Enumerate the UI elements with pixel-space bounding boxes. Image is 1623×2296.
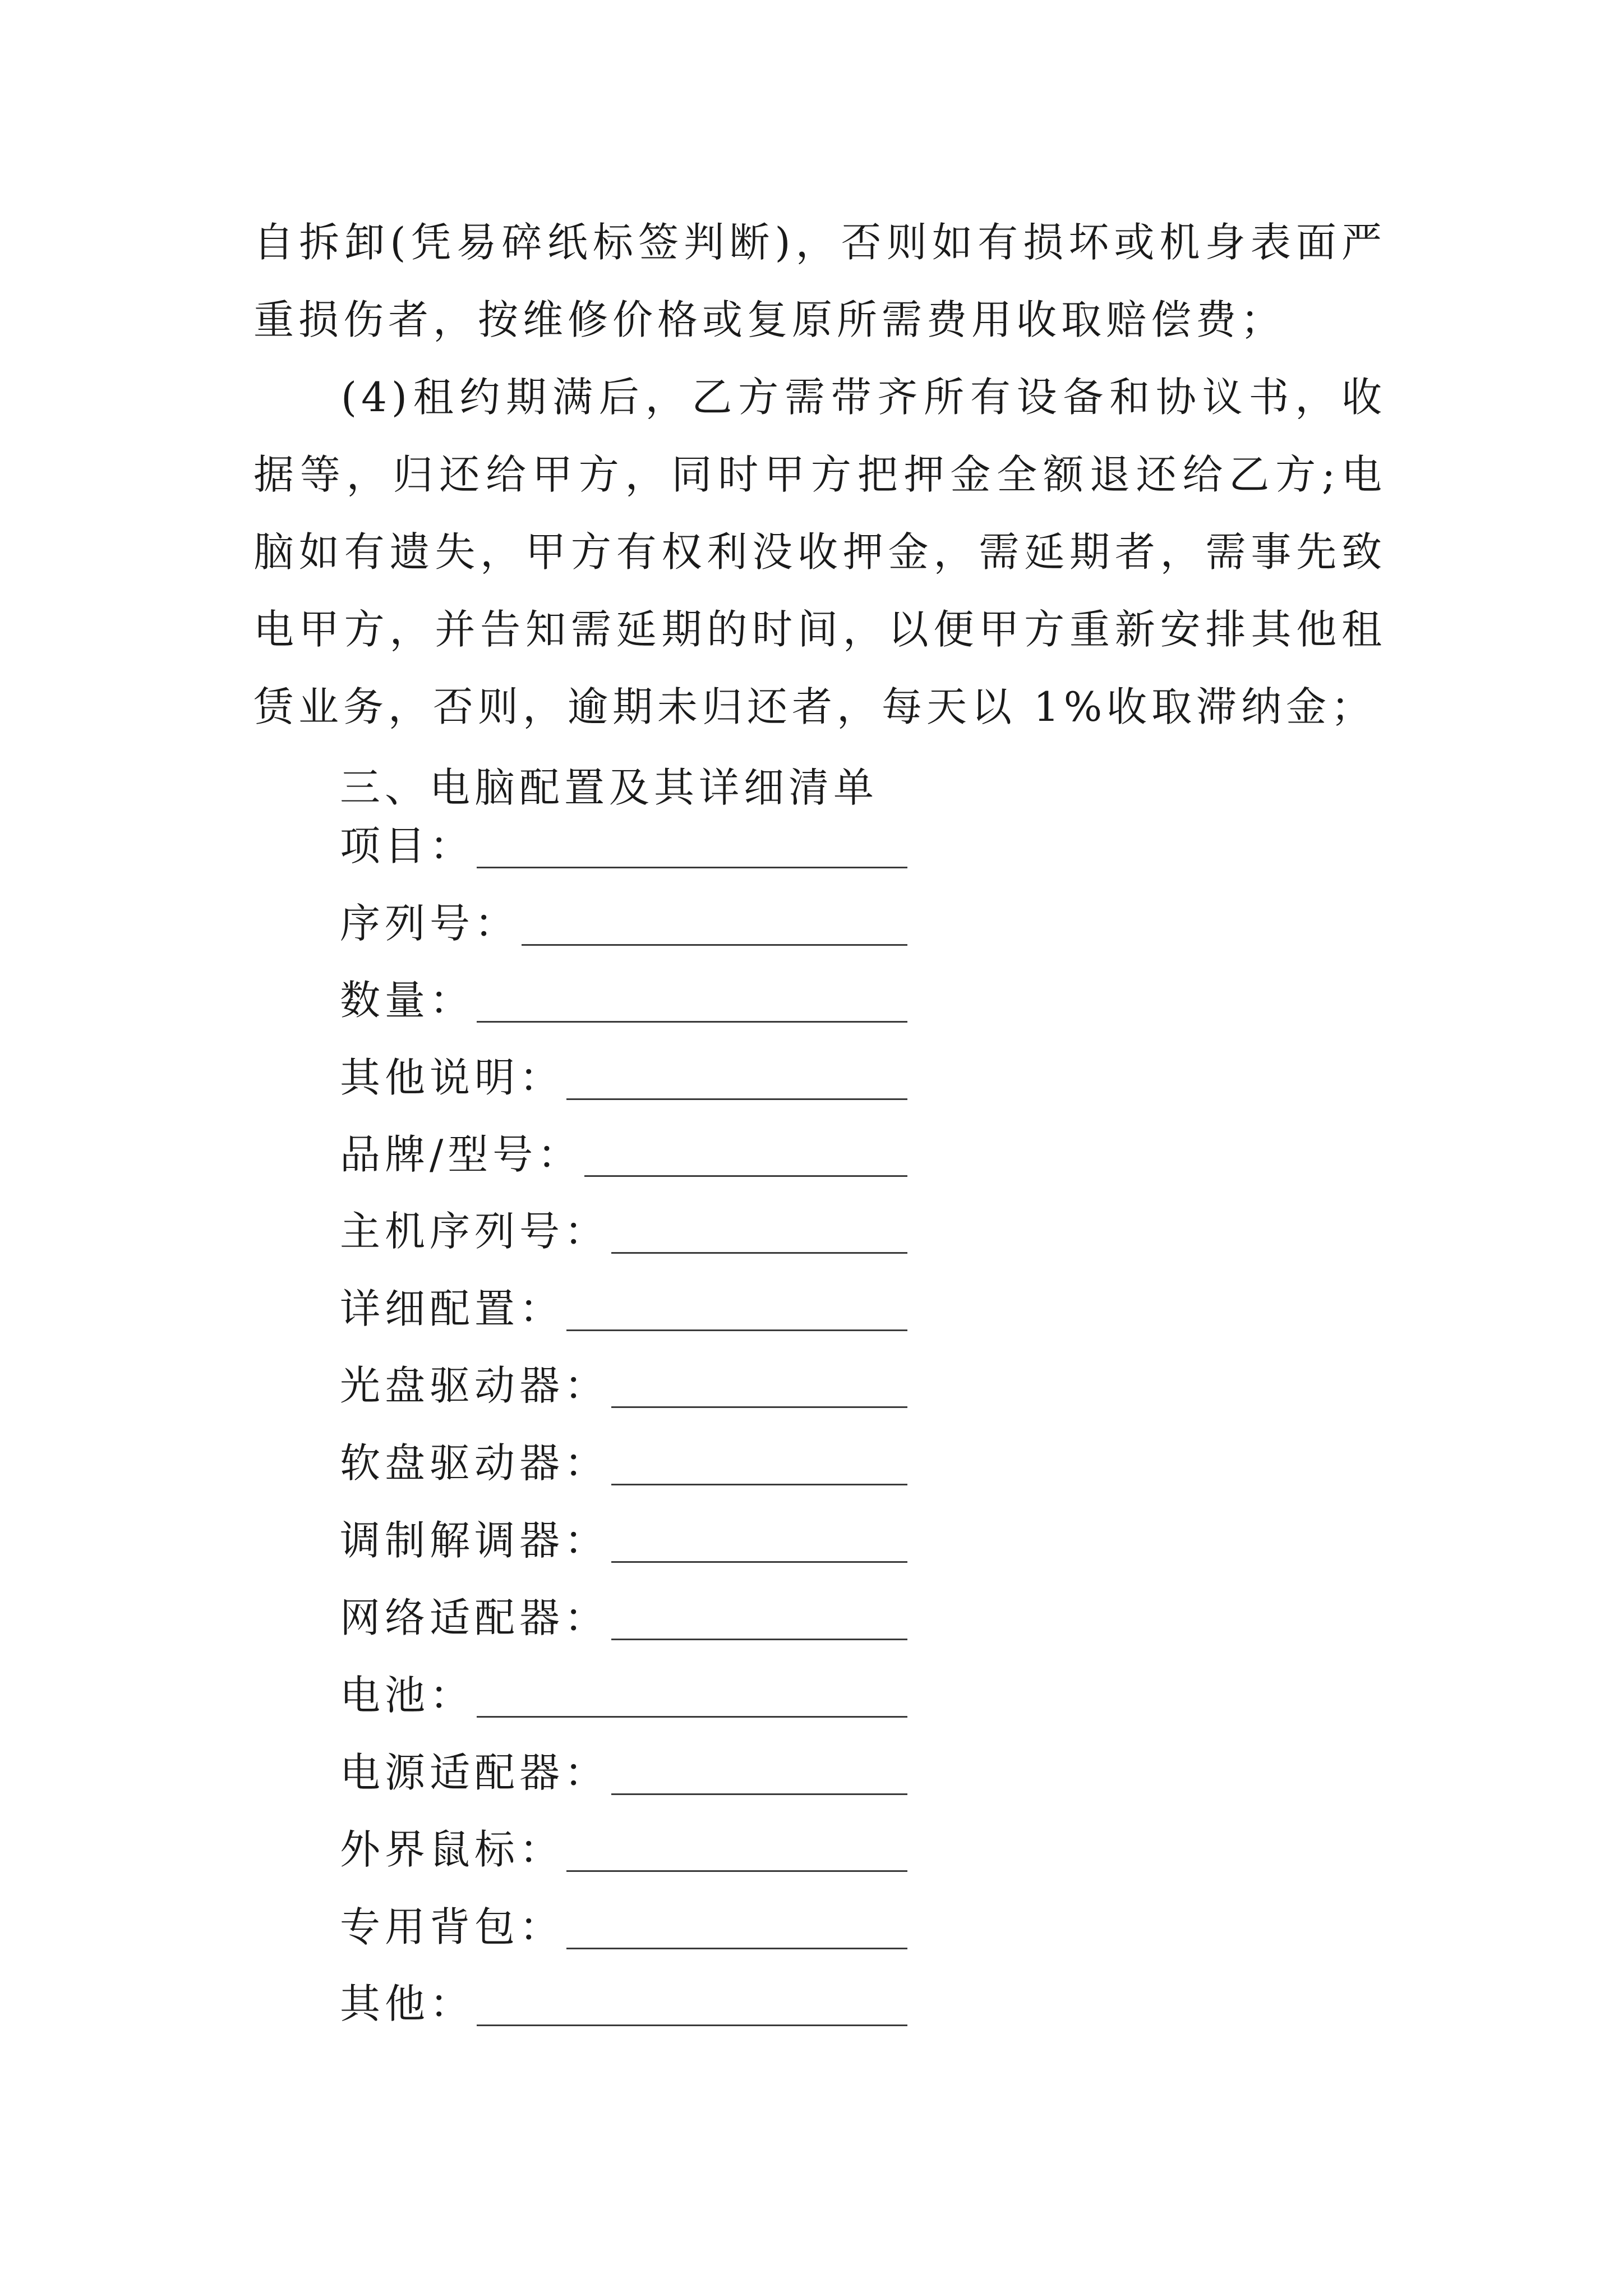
fill-in-line — [566, 1868, 907, 1872]
form-field-external-mouse — [340, 1825, 907, 1879]
form-field-carry-bag — [340, 1902, 907, 1956]
form-field-detailed-config — [340, 1284, 907, 1338]
field-label: 电池： — [340, 1672, 475, 1719]
field-label: 其他说明： — [340, 1054, 565, 1101]
field-label: 数量： — [340, 977, 475, 1024]
fill-in-line — [566, 1096, 907, 1100]
form-field-other — [340, 1979, 907, 2033]
field-label: 项目： — [340, 822, 475, 869]
field-label: 序列号： — [340, 900, 520, 947]
fill-in-line — [477, 1714, 907, 1718]
fill-in-line — [611, 1791, 907, 1795]
form-field-power-adapter — [340, 1748, 907, 1802]
form-field-optical-drive — [340, 1361, 907, 1415]
field-label: 外界鼠标： — [340, 1826, 565, 1873]
field-label: 电源适配器： — [340, 1749, 610, 1796]
fill-in-line — [611, 1636, 907, 1640]
field-label: 详细配置： — [340, 1285, 565, 1332]
field-label: 主机序列号： — [340, 1208, 610, 1255]
fill-in-line — [611, 1404, 907, 1408]
form-field-other-notes — [340, 1053, 907, 1107]
form-field-host-serial — [340, 1207, 907, 1260]
field-label: 光盘驱动器： — [340, 1362, 610, 1409]
form-field-modem — [340, 1516, 907, 1570]
form-field-serial-number — [340, 899, 907, 953]
field-label: 调制解调器： — [340, 1517, 610, 1564]
form-field-floppy-drive — [340, 1438, 907, 1492]
field-label: 其他： — [340, 1980, 475, 2027]
form-field-quantity — [340, 976, 907, 1029]
field-label: 网络适配器： — [340, 1594, 610, 1641]
fill-in-line — [566, 1945, 907, 1949]
fill-in-line — [611, 1250, 907, 1254]
paragraph-lease-expiry-clause: (4)租约期满后，乙方需带齐所有设备和协议书，收据等，归还给甲方，同时甲方把押金全额退还给乙方;电脑如有遗失，甲方有权利没收押金，需延期者，需事先致电甲方，并告知需延期的时间，以便甲方重新安排其他租赁业务，否则，逾期未归还者，每天以 1%收取滞纳金； — [253, 374, 1386, 730]
fill-in-line — [477, 864, 907, 868]
section-heading: 三、电脑配置及其详细清单 — [340, 764, 879, 811]
field-label: 专用背包： — [340, 1903, 565, 1950]
form-field-battery — [340, 1671, 907, 1724]
form-field-item — [340, 821, 907, 875]
fill-in-line — [566, 1327, 907, 1331]
fill-in-line — [584, 1173, 907, 1177]
field-label: 软盘驱动器： — [340, 1439, 610, 1487]
fill-in-line — [611, 1559, 907, 1563]
fill-in-line — [611, 1481, 907, 1485]
paragraph-damage-clause: 自拆卸(凭易碎纸标签判断)，否则如有损坏或机身表面严重损伤者，按维修价格或复原所需费用收取赔偿费； — [253, 219, 1386, 343]
fill-in-line — [522, 942, 907, 946]
form-field-network-adapter — [340, 1593, 907, 1647]
field-label: 品牌/型号： — [340, 1131, 583, 1178]
form-field-brand-model — [340, 1130, 907, 1184]
fill-in-line — [477, 1019, 907, 1023]
fill-in-line — [477, 2022, 907, 2026]
